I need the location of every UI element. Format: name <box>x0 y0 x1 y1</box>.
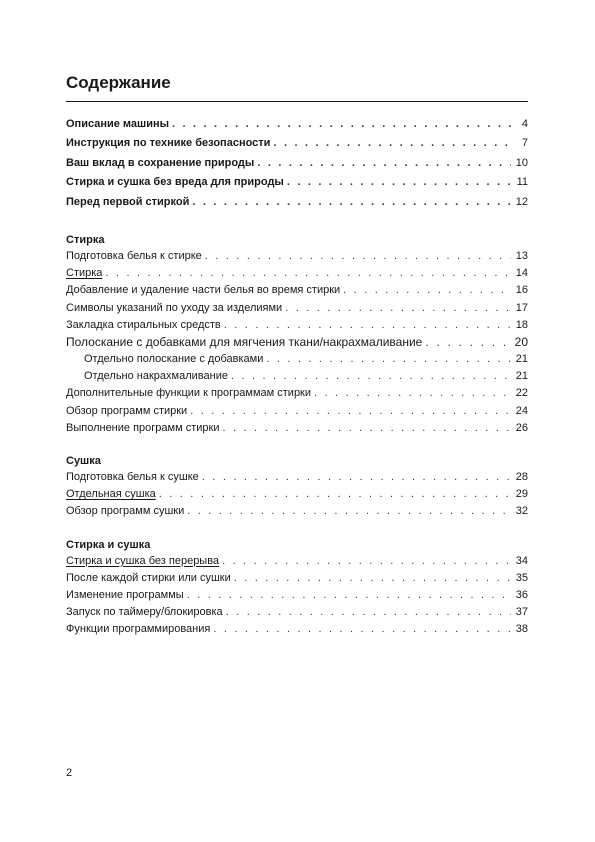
toc-entry[interactable] <box>66 486 528 503</box>
toc-entry[interactable] <box>66 587 528 604</box>
toc-entry-text: Запуск по таймеру/блокировка <box>66 606 223 619</box>
dot-leader <box>224 317 511 334</box>
dot-leader <box>172 115 511 134</box>
toc-entry[interactable] <box>66 403 528 420</box>
toc-entry[interactable] <box>66 621 528 638</box>
toc-entry-first-wash[interactable] <box>66 193 528 212</box>
toc-entry-machine-description[interactable] <box>66 115 528 134</box>
dot-leader <box>285 300 511 317</box>
page-title: Содержание <box>66 73 171 92</box>
dot-leader <box>202 469 511 486</box>
toc-entry-text: Дополнительные функции к программам стирки <box>66 387 312 400</box>
dot-leader <box>105 265 511 282</box>
dot-leader <box>266 351 511 368</box>
dot-leader <box>187 503 511 520</box>
dot-leader <box>231 368 511 385</box>
toc-entry-text: Перед первой стиркой <box>66 195 190 208</box>
dot-leader <box>187 587 511 604</box>
dot-leader <box>222 553 511 570</box>
toc-page-number: 21 <box>515 353 528 366</box>
toc-page-number: 38 <box>515 623 528 636</box>
dot-leader <box>234 570 511 587</box>
toc-entry-text: Подготовка белья к сушке <box>66 471 199 484</box>
section-heading: Стирка и сушка <box>66 538 151 551</box>
toc-entry-text: Выполнение программ стирки <box>66 421 220 434</box>
toc-page-number: 18 <box>515 318 528 331</box>
toc-entry[interactable] <box>66 334 528 351</box>
toc-entry-text: Обзор программ сушки <box>66 505 185 518</box>
dot-leader <box>159 486 511 503</box>
toc-page-number: 11 <box>516 176 528 189</box>
toc-page-number: 16 <box>515 284 528 297</box>
toc-page-number: 4 <box>521 118 528 130</box>
toc-page-number: 24 <box>515 404 528 417</box>
toc-page-number: 12 <box>515 195 528 208</box>
toc-entry[interactable] <box>66 385 528 402</box>
toc-page-number: 37 <box>515 606 528 619</box>
toc-page-number: 13 <box>515 249 528 262</box>
page-number: 2 <box>66 767 73 779</box>
dot-leader <box>257 154 511 173</box>
toc-entry[interactable] <box>66 265 528 282</box>
toc-page-number: 36 <box>515 588 528 601</box>
toc-section-washing-drying <box>66 537 528 639</box>
toc-entry-text: Стирка <box>66 267 103 280</box>
toc-entry[interactable] <box>66 420 528 437</box>
toc-page-number: 34 <box>515 554 528 567</box>
dot-leader <box>287 173 511 192</box>
toc-entry[interactable] <box>66 282 528 299</box>
toc-page-number: 20 <box>514 334 528 349</box>
toc-page-number: 29 <box>515 488 528 501</box>
toc-entry[interactable] <box>66 469 528 486</box>
toc-entry-text: Добавление и удаление части белья во время стирки <box>66 284 341 297</box>
toc-entry-text: Отдельно накрахмаливание <box>84 370 228 383</box>
toc-entry[interactable] <box>66 317 528 334</box>
toc-entry-text: Отдельная сушка <box>66 488 156 501</box>
toc-entry[interactable] <box>66 248 528 265</box>
dot-leader <box>213 621 511 638</box>
toc-entry-text: Изменение программы <box>66 588 184 601</box>
toc-entry-text: Полоскание с добавками для мягчения ткани/накрахмаливание <box>66 334 423 349</box>
section-heading: Сушка <box>66 455 101 468</box>
toc-section-drying <box>66 453 528 521</box>
toc-entry-text: Описание машины <box>66 118 169 130</box>
toc-entry[interactable] <box>66 351 528 368</box>
toc-page-number: 10 <box>515 156 528 169</box>
toc-entry[interactable] <box>66 570 528 587</box>
dot-leader <box>205 248 511 265</box>
toc-entry-eco-washing[interactable] <box>66 173 528 192</box>
dot-leader <box>425 334 511 351</box>
toc-entry[interactable] <box>66 604 528 621</box>
toc-entry-text: Отдельно полоскание с добавками <box>84 353 264 366</box>
dot-leader <box>226 604 511 621</box>
toc-entry-text: Ваш вклад в сохранение природы <box>66 156 255 169</box>
toc-entry-text: Инструкция по технике безопасности <box>66 137 271 150</box>
toc-entry-text: Функции программирования <box>66 623 211 636</box>
dot-leader <box>273 134 511 153</box>
toc-page-number: 32 <box>515 505 528 518</box>
toc-section-washing <box>66 232 528 437</box>
toc-entry[interactable] <box>66 368 528 385</box>
toc-entry[interactable] <box>66 300 528 317</box>
section-heading: Стирка <box>66 233 105 246</box>
toc-entry-safety[interactable] <box>66 134 528 153</box>
title-divider <box>66 101 528 102</box>
toc-page-number: 17 <box>515 301 528 314</box>
toc-entry[interactable] <box>66 553 528 570</box>
table-of-contents <box>66 115 528 639</box>
toc-page-number: 14 <box>515 267 528 280</box>
toc-page-number: 7 <box>521 137 528 150</box>
dot-leader <box>222 420 511 437</box>
toc-entry-text: Стирка и сушка без вреда для природы <box>66 176 284 189</box>
dot-leader <box>314 385 511 402</box>
toc-page-number: 28 <box>515 471 528 484</box>
toc-entry-text: Закладка стиральных средств <box>66 318 221 331</box>
dot-leader <box>190 403 511 420</box>
toc-page-number: 26 <box>515 421 528 434</box>
dot-leader <box>343 282 511 299</box>
toc-entry-text: Символы указаний по уходу за изделиями <box>66 301 283 314</box>
toc-entry-text: Подготовка белья к стирке <box>66 249 202 262</box>
toc-page-number: 22 <box>515 387 528 400</box>
toc-entry-environment[interactable] <box>66 154 528 173</box>
toc-entry[interactable] <box>66 503 528 520</box>
toc-entry-text: После каждой стирки или сушки <box>66 571 231 584</box>
toc-entry-text: Стирка и сушка без перерыва <box>66 554 220 567</box>
toc-entry-text: Обзор программ стирки <box>66 404 188 417</box>
toc-page-number: 35 <box>515 571 528 584</box>
dot-leader <box>192 193 511 212</box>
toc-page-number: 21 <box>515 370 528 383</box>
main-entries <box>66 115 528 212</box>
